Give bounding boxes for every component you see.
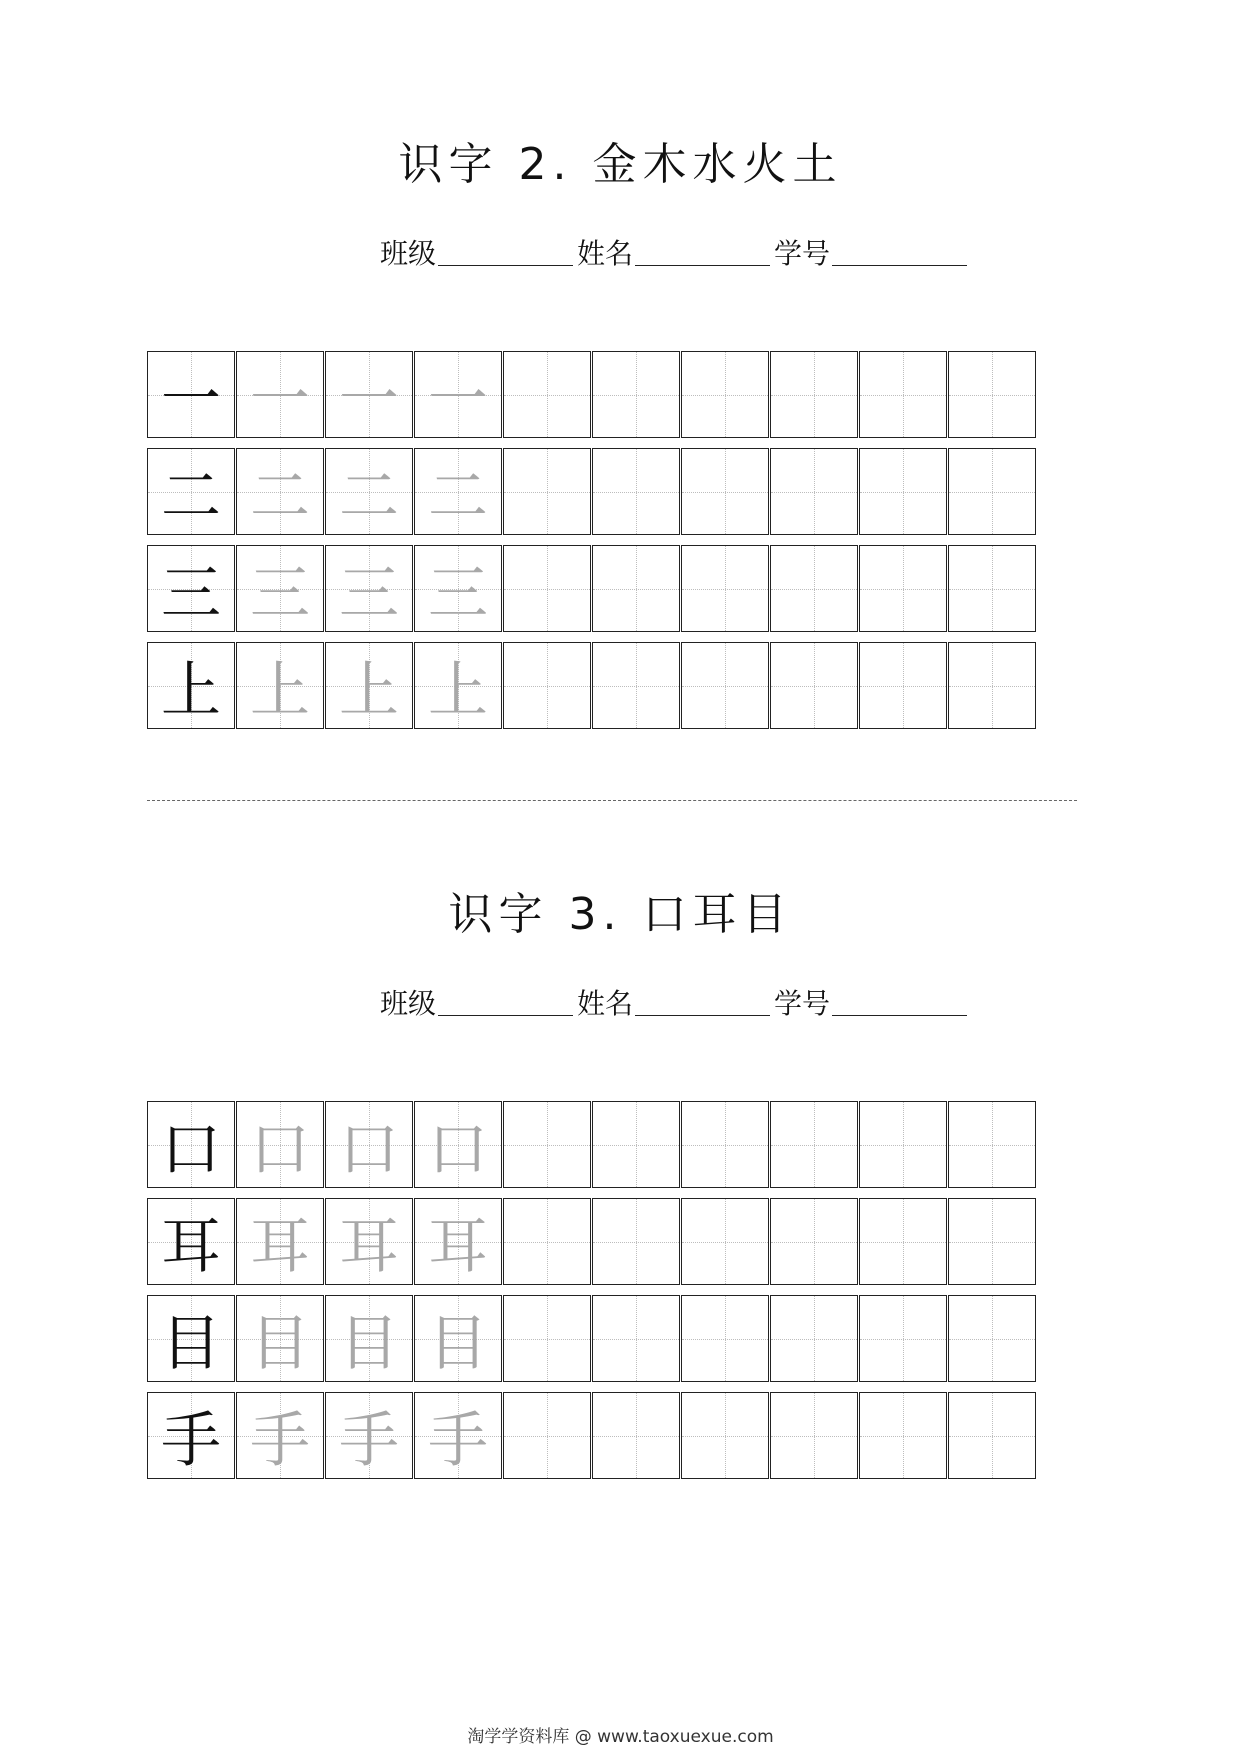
blank-writing-cell[interactable] bbox=[503, 351, 591, 438]
trace-character: 口 bbox=[339, 1114, 399, 1185]
model-character-cell bbox=[147, 448, 235, 535]
trace-character: 二 bbox=[339, 461, 399, 532]
trace-character: 二 bbox=[428, 461, 488, 532]
blank-writing-cell[interactable] bbox=[770, 1198, 858, 1285]
class-blank[interactable] bbox=[438, 235, 573, 266]
blank-writing-cell[interactable] bbox=[681, 1101, 769, 1188]
trace-character: 耳 bbox=[428, 1211, 488, 1282]
blank-writing-cell[interactable] bbox=[681, 642, 769, 729]
blank-writing-cell[interactable] bbox=[859, 545, 947, 632]
section-1-student-info bbox=[380, 232, 971, 272]
blank-writing-cell[interactable] bbox=[592, 448, 680, 535]
trace-character-cell bbox=[325, 448, 413, 535]
blank-writing-cell[interactable] bbox=[770, 1392, 858, 1479]
class-label: 班级 bbox=[380, 987, 437, 1020]
practice-row bbox=[147, 642, 1036, 729]
trace-character-cell bbox=[414, 1392, 502, 1479]
blank-writing-cell[interactable] bbox=[859, 1392, 947, 1479]
model-character-cell bbox=[147, 642, 235, 729]
blank-writing-cell[interactable] bbox=[503, 1198, 591, 1285]
section-1-practice-grid bbox=[147, 351, 1036, 739]
trace-character: 一 bbox=[339, 364, 399, 435]
trace-character: 耳 bbox=[339, 1211, 399, 1282]
practice-row bbox=[147, 1198, 1036, 1285]
blank-writing-cell[interactable] bbox=[948, 642, 1036, 729]
model-character: 耳 bbox=[161, 1211, 221, 1282]
model-character: 口 bbox=[161, 1114, 221, 1185]
practice-row bbox=[147, 1392, 1036, 1479]
trace-character-cell bbox=[325, 545, 413, 632]
trace-character-cell bbox=[325, 1198, 413, 1285]
blank-writing-cell[interactable] bbox=[859, 351, 947, 438]
model-character-cell bbox=[147, 1198, 235, 1285]
trace-character-cell bbox=[236, 545, 324, 632]
practice-row bbox=[147, 1101, 1036, 1188]
blank-writing-cell[interactable] bbox=[503, 448, 591, 535]
model-character: 三 bbox=[161, 558, 221, 629]
model-character-cell bbox=[147, 545, 235, 632]
blank-writing-cell[interactable] bbox=[681, 351, 769, 438]
model-character-cell bbox=[147, 351, 235, 438]
trace-character-cell bbox=[414, 448, 502, 535]
section-1-title: 识字 2. 金木水火土 bbox=[398, 139, 843, 190]
trace-character: 上 bbox=[250, 655, 310, 726]
blank-writing-cell[interactable] bbox=[592, 1295, 680, 1382]
trace-character: 口 bbox=[428, 1114, 488, 1185]
model-character-cell bbox=[147, 1392, 235, 1479]
trace-character-cell bbox=[236, 1392, 324, 1479]
practice-row bbox=[147, 545, 1036, 632]
trace-character: 三 bbox=[250, 558, 310, 629]
blank-writing-cell[interactable] bbox=[948, 1392, 1036, 1479]
practice-row bbox=[147, 351, 1036, 438]
trace-character-cell bbox=[414, 351, 502, 438]
blank-writing-cell[interactable] bbox=[503, 1295, 591, 1382]
practice-row bbox=[147, 448, 1036, 535]
trace-character-cell bbox=[236, 642, 324, 729]
name-blank[interactable] bbox=[635, 235, 770, 266]
blank-writing-cell[interactable] bbox=[948, 545, 1036, 632]
blank-writing-cell[interactable] bbox=[948, 1198, 1036, 1285]
name-label: 姓名 bbox=[577, 987, 634, 1020]
blank-writing-cell[interactable] bbox=[503, 642, 591, 729]
trace-character: 手 bbox=[250, 1405, 310, 1476]
blank-writing-cell[interactable] bbox=[592, 545, 680, 632]
blank-writing-cell[interactable] bbox=[859, 642, 947, 729]
section-divider bbox=[147, 800, 1077, 801]
student-number-label: 学号 bbox=[774, 987, 831, 1020]
blank-writing-cell[interactable] bbox=[948, 1101, 1036, 1188]
blank-writing-cell[interactable] bbox=[681, 1198, 769, 1285]
blank-writing-cell[interactable] bbox=[592, 642, 680, 729]
blank-writing-cell[interactable] bbox=[770, 642, 858, 729]
section-2-student-info bbox=[380, 982, 971, 1022]
trace-character-cell bbox=[325, 351, 413, 438]
trace-character: 目 bbox=[428, 1308, 488, 1379]
student-number-blank[interactable] bbox=[832, 235, 967, 266]
trace-character-cell bbox=[325, 642, 413, 729]
blank-writing-cell[interactable] bbox=[503, 545, 591, 632]
trace-character: 三 bbox=[339, 558, 399, 629]
blank-writing-cell[interactable] bbox=[859, 1295, 947, 1382]
model-character-cell bbox=[147, 1101, 235, 1188]
blank-writing-cell[interactable] bbox=[770, 545, 858, 632]
blank-writing-cell[interactable] bbox=[681, 1295, 769, 1382]
blank-writing-cell[interactable] bbox=[681, 1392, 769, 1479]
class-label: 班级 bbox=[380, 237, 437, 270]
class-blank[interactable] bbox=[438, 985, 573, 1016]
trace-character: 耳 bbox=[250, 1211, 310, 1282]
trace-character-cell bbox=[236, 1295, 324, 1382]
blank-writing-cell[interactable] bbox=[859, 448, 947, 535]
trace-character: 上 bbox=[428, 655, 488, 726]
trace-character: 目 bbox=[339, 1308, 399, 1379]
trace-character: 手 bbox=[428, 1405, 488, 1476]
blank-writing-cell[interactable] bbox=[948, 1295, 1036, 1382]
blank-writing-cell[interactable] bbox=[770, 351, 858, 438]
model-character: 一 bbox=[161, 364, 221, 435]
blank-writing-cell[interactable] bbox=[681, 545, 769, 632]
blank-writing-cell[interactable] bbox=[592, 1198, 680, 1285]
blank-writing-cell[interactable] bbox=[681, 448, 769, 535]
blank-writing-cell[interactable] bbox=[859, 1198, 947, 1285]
trace-character-cell bbox=[414, 1101, 502, 1188]
student-number-label: 学号 bbox=[774, 237, 831, 270]
blank-writing-cell[interactable] bbox=[770, 448, 858, 535]
trace-character-cell bbox=[236, 1101, 324, 1188]
blank-writing-cell[interactable] bbox=[592, 1101, 680, 1188]
trace-character-cell bbox=[414, 545, 502, 632]
model-character: 手 bbox=[161, 1405, 221, 1476]
trace-character: 二 bbox=[250, 461, 310, 532]
blank-writing-cell[interactable] bbox=[948, 351, 1036, 438]
blank-writing-cell[interactable] bbox=[770, 1295, 858, 1382]
blank-writing-cell[interactable] bbox=[948, 448, 1036, 535]
model-character: 目 bbox=[161, 1308, 221, 1379]
trace-character: 口 bbox=[250, 1114, 310, 1185]
blank-writing-cell[interactable] bbox=[503, 1101, 591, 1188]
trace-character-cell bbox=[325, 1392, 413, 1479]
trace-character-cell bbox=[414, 1295, 502, 1382]
trace-character: 上 bbox=[339, 655, 399, 726]
model-character-cell bbox=[147, 1295, 235, 1382]
name-label: 姓名 bbox=[577, 237, 634, 270]
practice-row bbox=[147, 1295, 1036, 1382]
trace-character-cell bbox=[414, 1198, 502, 1285]
blank-writing-cell[interactable] bbox=[503, 1392, 591, 1479]
trace-character-cell bbox=[236, 351, 324, 438]
blank-writing-cell[interactable] bbox=[859, 1101, 947, 1188]
trace-character: 三 bbox=[428, 558, 488, 629]
blank-writing-cell[interactable] bbox=[592, 1392, 680, 1479]
trace-character-cell bbox=[325, 1295, 413, 1382]
trace-character: 一 bbox=[250, 364, 310, 435]
trace-character: 一 bbox=[428, 364, 488, 435]
section-2-title: 识字 3. 口耳目 bbox=[448, 889, 793, 940]
trace-character-cell bbox=[236, 448, 324, 535]
trace-character-cell bbox=[325, 1101, 413, 1188]
name-blank[interactable] bbox=[635, 985, 770, 1016]
section-2-practice-grid bbox=[147, 1101, 1036, 1489]
trace-character: 目 bbox=[250, 1308, 310, 1379]
student-number-blank[interactable] bbox=[832, 985, 967, 1016]
blank-writing-cell[interactable] bbox=[770, 1101, 858, 1188]
footer-watermark: 淘学学资料库 @ www.taoxuexue.com bbox=[467, 1727, 774, 1747]
trace-character: 手 bbox=[339, 1405, 399, 1476]
model-character: 二 bbox=[161, 461, 221, 532]
model-character: 上 bbox=[161, 655, 221, 726]
trace-character-cell bbox=[414, 642, 502, 729]
trace-character-cell bbox=[236, 1198, 324, 1285]
blank-writing-cell[interactable] bbox=[592, 351, 680, 438]
